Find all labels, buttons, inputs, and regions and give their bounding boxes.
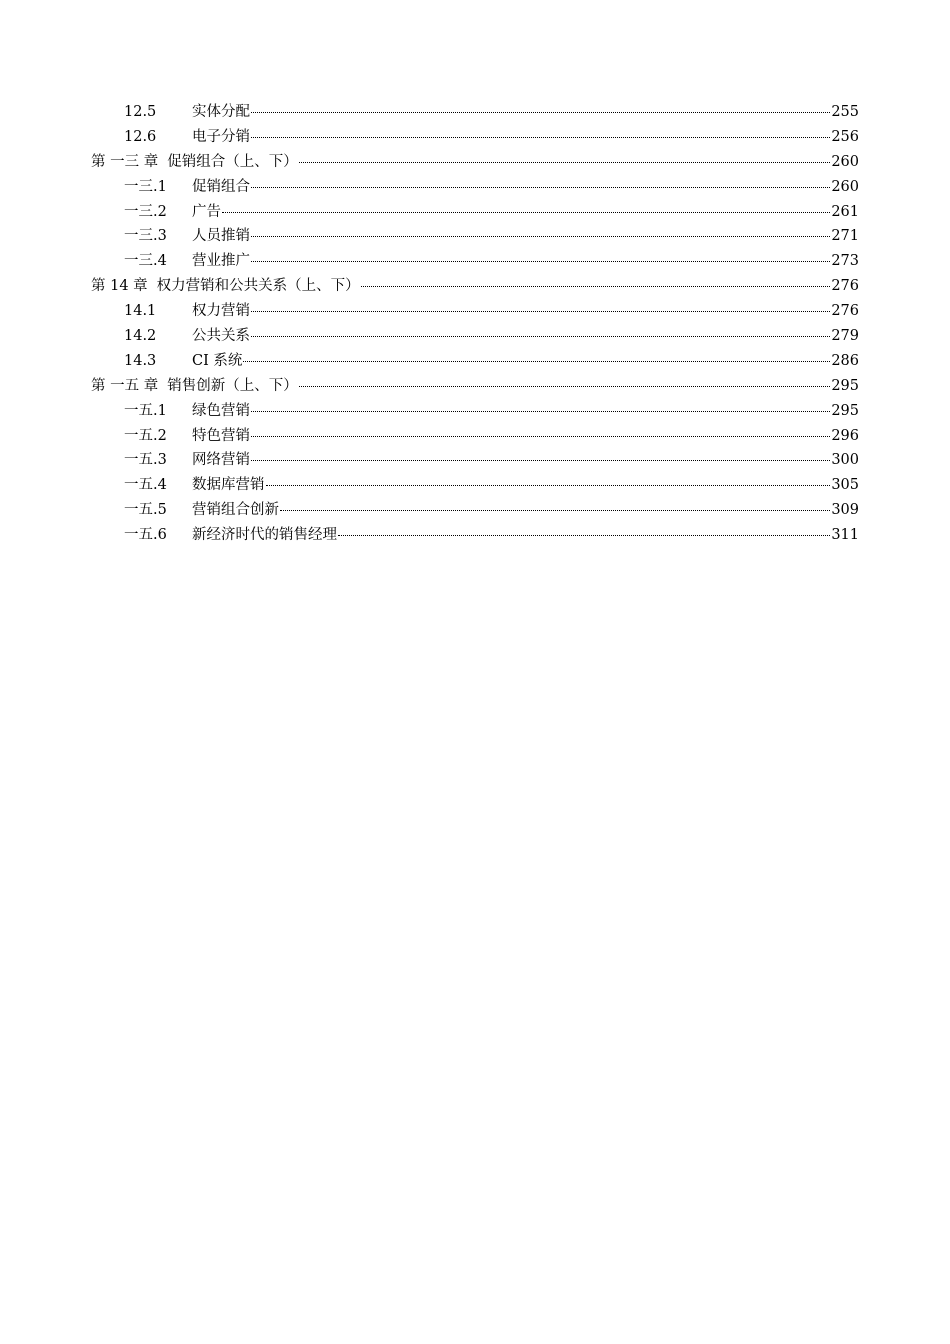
toc-entry[interactable]: [91, 523, 859, 548]
section-title: 实体分配: [192, 104, 250, 120]
page-number: 271: [831, 228, 859, 245]
section-number: 一三.1: [124, 178, 167, 195]
page-number: 256: [831, 128, 859, 145]
dot-leader: [251, 411, 830, 412]
toc-entry[interactable]: [91, 100, 859, 125]
page-number: 300: [831, 452, 859, 469]
toc-entry[interactable]: [91, 324, 859, 349]
section-number: 一三.2: [124, 203, 167, 220]
table-of-contents: [91, 100, 859, 548]
toc-chapter-entry[interactable]: [91, 150, 859, 175]
page-number: 255: [831, 104, 859, 120]
section-title: 广告: [192, 203, 221, 220]
toc-chapter-entry[interactable]: [91, 274, 859, 299]
dot-leader: [338, 535, 830, 536]
toc-entry[interactable]: [91, 424, 859, 449]
dot-leader: [299, 162, 831, 163]
section-title: 营销组合创新: [192, 502, 279, 519]
section-number: 14.1: [124, 303, 157, 320]
chapter-number: 第 一五 章: [91, 377, 159, 394]
dot-leader: [222, 212, 830, 213]
page-number: 295: [831, 377, 859, 394]
section-title: 电子分销: [192, 128, 250, 145]
toc-entry[interactable]: [91, 473, 859, 498]
toc-entry[interactable]: [91, 448, 859, 473]
toc-entry[interactable]: [91, 349, 859, 374]
dot-leader: [251, 311, 830, 312]
section-number: 14.3: [124, 352, 157, 369]
chapter-number: 第 14 章: [91, 278, 148, 295]
dot-leader: [299, 386, 831, 387]
chapter-title: 促销组合（上、下）: [167, 153, 298, 170]
page-number: 305: [831, 477, 859, 494]
section-number: 12.6: [124, 128, 157, 145]
toc-entry[interactable]: [91, 249, 859, 274]
chapter-number: 第 一三 章: [91, 153, 159, 170]
dot-leader: [251, 436, 830, 437]
page-number: 295: [831, 402, 859, 419]
section-number: 一五.6: [124, 527, 167, 544]
page-number: 276: [831, 303, 859, 320]
section-title: 人员推销: [192, 228, 250, 245]
section-title: 特色营销: [192, 427, 250, 444]
section-title: 网络营销: [192, 452, 250, 469]
section-number: 14.2: [124, 328, 157, 345]
page-number: 260: [831, 153, 859, 170]
page-number: 296: [831, 427, 859, 444]
section-title: 数据库营销: [192, 477, 265, 494]
section-number: 一五.1: [124, 402, 167, 419]
dot-leader: [251, 236, 830, 237]
page-number: 309: [831, 502, 859, 519]
section-title: 新经济时代的销售经理: [192, 527, 337, 544]
dot-leader: [280, 510, 830, 511]
dot-leader: [251, 460, 830, 461]
section-number: 一五.2: [124, 427, 167, 444]
dot-leader: [251, 261, 830, 262]
section-title: 权力营销: [192, 303, 250, 320]
dot-leader: [361, 286, 831, 287]
dot-leader: [243, 361, 830, 362]
section-number: 一五.5: [124, 502, 167, 519]
section-number: 一五.3: [124, 452, 167, 469]
toc-chapter-entry[interactable]: [91, 374, 859, 399]
page-number: 276: [831, 278, 859, 295]
page-number: 261: [831, 203, 859, 220]
toc-entry[interactable]: [91, 224, 859, 249]
dot-leader: [251, 336, 830, 337]
page-number: 279: [831, 328, 859, 345]
page-number: 311: [831, 527, 859, 544]
section-number: 一三.4: [124, 253, 167, 270]
toc-entry[interactable]: [91, 399, 859, 424]
chapter-title: 销售创新（上、下）: [167, 377, 298, 394]
toc-entry[interactable]: [91, 498, 859, 523]
dot-leader: [251, 137, 830, 138]
toc-entry[interactable]: [91, 200, 859, 225]
section-number: 一三.3: [124, 228, 167, 245]
section-title: 绿色营销: [192, 402, 250, 419]
toc-entry[interactable]: [91, 175, 859, 200]
section-title: 促销组合: [192, 178, 250, 195]
page-number: 273: [831, 253, 859, 270]
section-title: 公共关系: [192, 328, 250, 345]
toc-entry[interactable]: [91, 299, 859, 324]
dot-leader: [266, 485, 831, 486]
chapter-title: 权力营销和公共关系（上、下）: [156, 278, 360, 295]
toc-entry[interactable]: [91, 125, 859, 150]
section-number: 一五.4: [124, 477, 167, 494]
section-title: CI 系统: [192, 352, 243, 369]
dot-leader: [251, 187, 830, 188]
page-number: 286: [831, 352, 859, 369]
section-title: 营业推广: [192, 253, 250, 270]
section-number: 12.5: [124, 104, 157, 120]
page-number: 260: [831, 178, 859, 195]
dot-leader: [251, 112, 830, 113]
